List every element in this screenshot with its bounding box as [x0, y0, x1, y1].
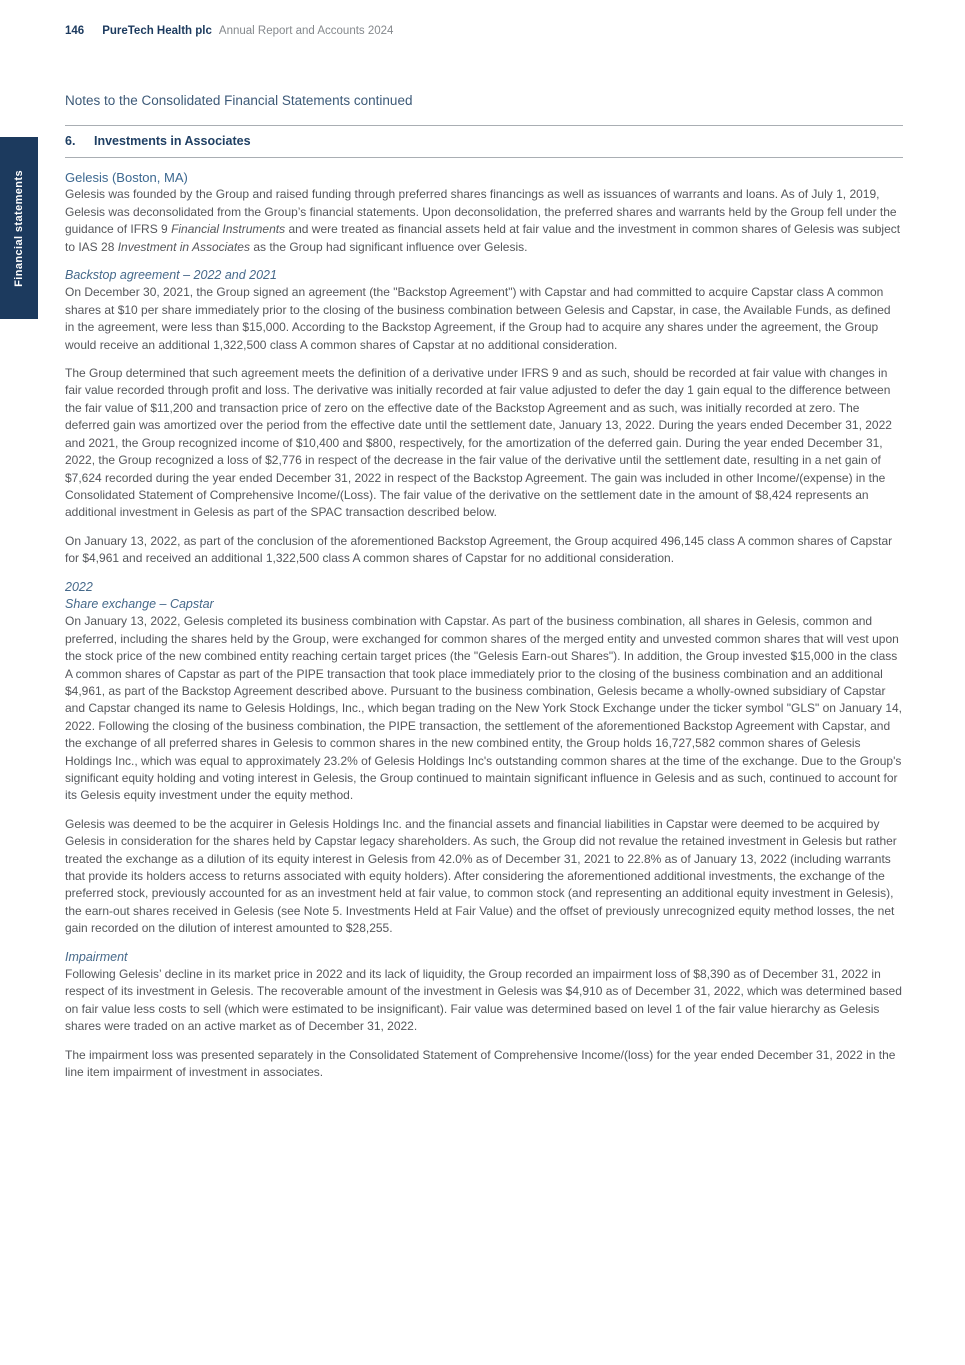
page-title: Notes to the Consolidated Financial Statements continued	[65, 93, 413, 108]
paragraph-backstop-1: On December 30, 2021, the Group signed an agreement (the "Backstop Agreement") with Capstar and had committed to acquire Capstar class A common shares at $10 per share immediately prior to the closing of the business combination between Gelesis and Capstar, in case, the Available Funds, as defined in the agreement, were less than $15,000. According to the Backstop Agreement, if the Group had to acquire any shares under the agreement, the Group would receive an additional 1,322,500 class A common shares of Capstar at no additional consideration.	[65, 285, 891, 352]
page-content	[65, 0, 903, 1082]
gelesis-heading: Gelesis (Boston, MA)	[65, 170, 188, 185]
paragraph-share-exchange: On January 13, 2022, Gelesis completed its business combination with Capstar. As part of the business combination, all shares in Gelesis, common and preferred, including the shares held by the Group, were exchanged for common shares of the merged entity and unvested common shares that will vest upon the stock price of the new combined entity reaching certain target prices (the "Gelesis Earn-out Shares"). In addition, the Group invested $15,000 in the class A common shares of Capstar as part of the PIPE transaction that took place immediately prior to the closing of the business combination and an additional $4,961, as part of the Backstop Agreement described above. Pursuant to the business combination, Gelesis became a wholly-owned subsidiary of Capstar and Capstar changed its name to Gelesis Holdings, Inc., which began trading on the New York Stock Exchange under the ticker symbol "GLS" on January 14, 2022. Following the closing of the business combination, the PIPE transaction, the settlement of the aforementioned Backstop Agreement with Capstar, and the exchange of all preferred shares in Gelesis to common shares in the new combined entity, the Group holds 16,727,582 common shares of Gelesis Holdings Inc., which was equal to approximately 23.2% of Gelesis Holdings Inc's outstanding common shares at the time of the exchange. Due to the Group's significant equity holding and voting interest in Gelesis, the Group continued to maintain significant influence in Gelesis and as such, continued to account for its Gelesis equity investment under the equity method.	[65, 614, 902, 803]
page-number: 146	[65, 25, 85, 37]
note-heading	[65, 126, 903, 157]
paragraph-backstop-2: The Group determined that such agreement meets the definition of a derivative under IFRS 9 and as such, should be recorded at fair value with changes in fair value recorded through profit and loss. The derivative was initially recorded at fair value adjusted to defer the day 1 gain equal to the difference between the fair value of $11,200 and transaction price of zero on the effective date of the Backstop Agreement and as such, was initially recorded at zero. The deferred gain was amortized over the period from the effective date until the settlement date, January 13, 2022. During the years ended December 31, 2022 and 2021, the Group recognized income of $10,400 and $800, respectively, for the amortization of the deferred gain. During the year ended December 31, 2022, the Group recognized a loss of $2,776 in respect of the decrease in the fair value of the derivative until the settlement date, resulting in a net gain of $7,624 recorded during the year ended December 31, 2022 in respect of the Backstop Agreement. The gain was included in other Income/(expense) in the Consolidated Statement of Comprehensive Income/(Loss). The fair value of the derivative on the settlement date in the amount of $8,424 represents an additional investment in Gelesis as part of the SPAC transaction described below.	[65, 366, 892, 520]
note-number: 6.	[65, 134, 76, 148]
paragraph-intro: Gelesis was founded by the Group and raised funding through preferred shares financings as well as issuances of warrants and loans. As of July 1, 2019, Gelesis was deconsolidated from the Group’s financial statements. Upon deconsolidation, the preferred shares and warrants held by the Group fell under the guidance of IFRS 9 Financial Instruments and were treated as financial assets held at fair value and the investment in common shares of Gelesis was subject to IAS 28 Investment in Associates as the Group had significant influence over Gelesis.	[65, 187, 901, 254]
impairment-heading: Impairment	[65, 949, 128, 964]
company-name: PureTech Health plc	[102, 25, 212, 37]
year-2022-heading: 2022	[65, 579, 93, 594]
paragraph-backstop-3: On January 13, 2022, as part of the conclusion of the aforementioned Backstop Agreement, the Group acquired 496,145 class A common shares of Capstar for $4,961 and received an additional 1,322,500 class A common shares of Capstar for no additional consideration.	[65, 533, 893, 566]
report-title: Annual Report and Accounts 2024	[218, 25, 394, 37]
running-header	[65, 25, 903, 37]
note-title: Investments in Associates	[94, 134, 251, 148]
financial-statements-tab	[0, 137, 38, 319]
paragraph-impairment-2: The impairment loss was presented separately in the Consolidated Statement of Comprehensive Income/(loss) for the year ended December 31, 2022 in the line item impairment of investment in associates.	[65, 1047, 896, 1080]
financial-statements-tab-label: Financial statements	[13, 169, 25, 287]
share-exchange-heading: Share exchange – Capstar	[65, 596, 214, 611]
paragraph-impairment-1: Following Gelesis’ decline in its market price in 2022 and its lack of liquidity, the Group recorded an impairment loss of $8,390 as of December 31, 2022 in respect of its investment in Gelesis. The recoverable amount of the investment in Gelesis was $4,910 as of December 31, 2022, which was determined based on fair value less costs to sell (which were estimated to be insignificant). Fair value was determined based on level 1 of the fair value hierarchy as Gelesis shares were traded on an active market as of December 31, 2022.	[65, 967, 902, 1034]
paragraph-dilution: Gelesis was deemed to be the acquirer in Gelesis Holdings Inc. and the financial assets and financial liabilities in Capstar were deemed to be acquired by Gelesis in consideration for the shares held by Capstar legacy shareholders. As such, the Group did not revalue the retained investment in Gelesis but rather treated the exchange as a dilution of its equity interest in Gelesis from 42.0% as of December 31, 2021 to 22.8% as of January 13, 2022 (including warrants that provide its holders access to returns associated with equity holders). After considering the aforementioned additional investments, the exchange of the preferred stock, previously accounted for as an investment held at fair value, to common stock (and representing an additional equity investment in Gelesis), the earn-out shares received in Gelesis (see Note 5. Investments Held at Fair Value) and the offset of previously unrecognized equity method losses, the net gain recorded on the dilution of interest amounted to $28,255.	[65, 816, 897, 936]
note-body	[65, 186, 903, 1081]
backstop-agreement-heading: Backstop agreement – 2022 and 2021	[65, 268, 277, 283]
divider-bottom	[65, 157, 903, 158]
